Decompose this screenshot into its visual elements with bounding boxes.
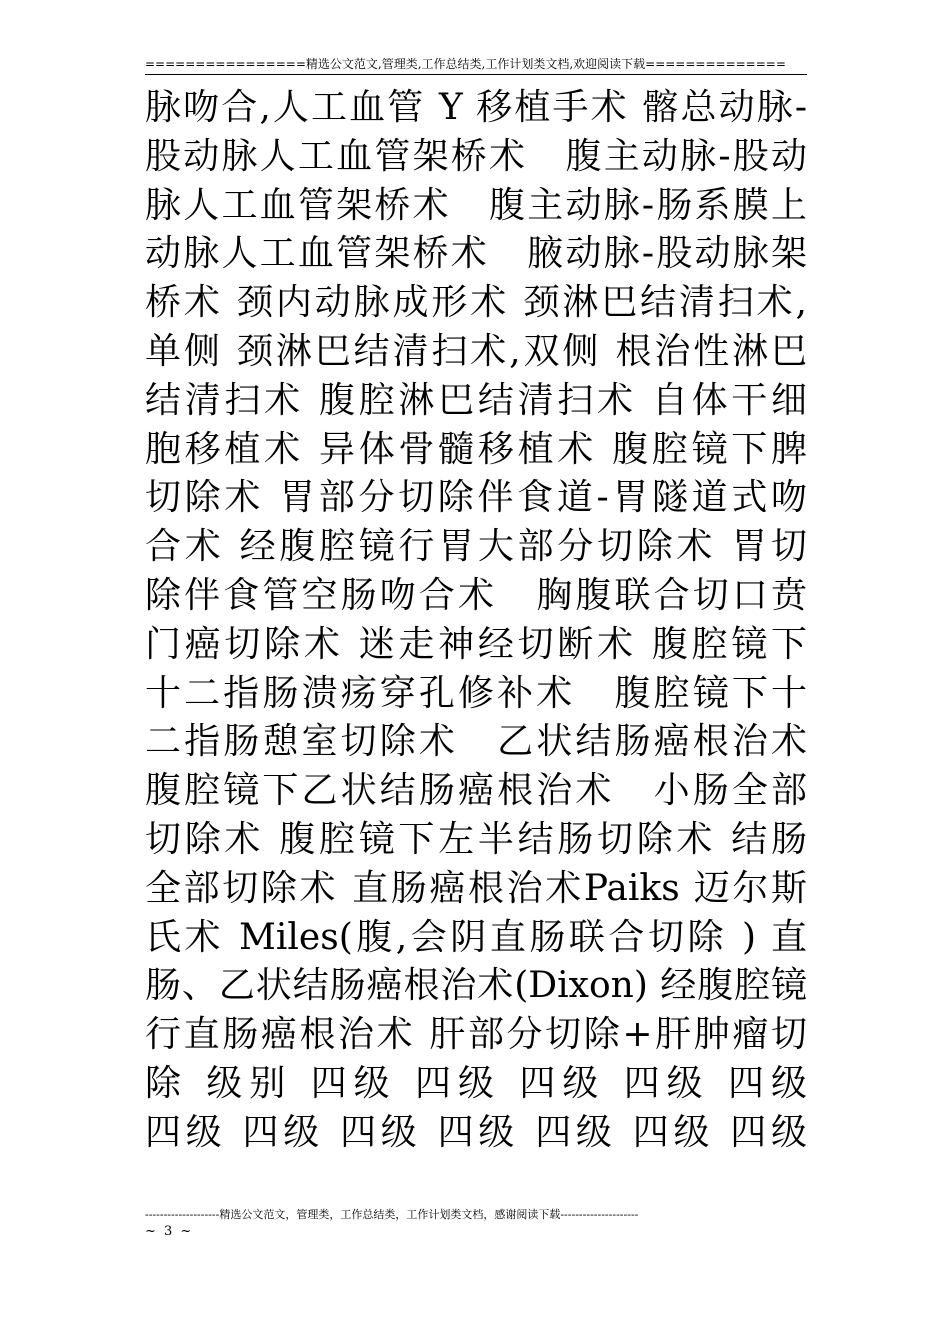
page-header: ================精选公文范文,管理类,工作总结类,工作计划类文档,欢迎阅读下载==============: [145, 57, 786, 71]
text-line: 动脉人工血管架桥术 腋动脉-股动脉架: [145, 233, 807, 275]
text-line: 单侧 颈淋巴结清扫术,双侧 根治性淋巴: [145, 330, 807, 372]
page-number: ~ 3 ~: [145, 1224, 194, 1239]
text-line: 切除术 腹腔镜下左半结肠切除术 结肠: [145, 818, 807, 860]
text-line: 肠、乙状结肠癌根治术(Dixon) 经腹腔镜: [145, 965, 807, 1007]
text-line: 切除术 胃部分切除伴食道-胃隧道式吻: [145, 477, 807, 519]
text-line: 氏术 Miles(腹,会阴直肠联合切除 ) 直: [145, 916, 807, 958]
text-line: 十二指肠溃疡穿孔修补术 腹腔镜下十: [145, 672, 807, 714]
header-rule: [145, 74, 807, 75]
text-line: 除伴食管空肠吻合术 胸腹联合切口贲: [145, 574, 807, 616]
text-line: 桥术 颈内动脉成形术 颈淋巴结清扫术,: [145, 282, 807, 324]
text-line: 二指肠憩室切除术 乙状结肠癌根治术: [145, 721, 807, 763]
text-line: 胞移植术 异体骨髓移植术 腹腔镜下脾: [145, 428, 807, 470]
text-line: 行直肠癌根治术 肝部分切除+肝肿瘤切: [145, 1014, 807, 1056]
text-line: 全部切除术 直肠癌根治术Paiks 迈尔斯: [145, 867, 807, 909]
text-line: 腹腔镜下乙状结肠癌根治术 小肠全部: [145, 770, 807, 812]
text-line: 合术 经腹腔镜行胃大部分切除术 胃切: [145, 526, 807, 568]
text-line: 脉吻合,人工血管 Y 移植手术 髂总动脉-: [145, 87, 807, 128]
text-line: 结清扫术 腹腔淋巴结清扫术 自体干细: [145, 379, 807, 421]
text-line: 脉人工血管架桥术 腹主动脉-肠系膜上: [145, 184, 807, 226]
body-text: [145, 84, 807, 1158]
text-line: 四级 四级 四级 四级 四级 四级 四级: [145, 1111, 807, 1153]
text-line: 门癌切除术 迷走神经切断术 腹腔镜下: [145, 623, 807, 665]
page-footer: --------------------精选公文范文，管理类，工作总结类，工作计划类文档，感谢阅读下载---------------------: [145, 1208, 639, 1221]
text-line: 股动脉人工血管架桥术 腹主动脉-股动: [145, 135, 807, 177]
text-line: 除 级别 四级 四级 四级 四级 四级: [145, 1062, 807, 1104]
